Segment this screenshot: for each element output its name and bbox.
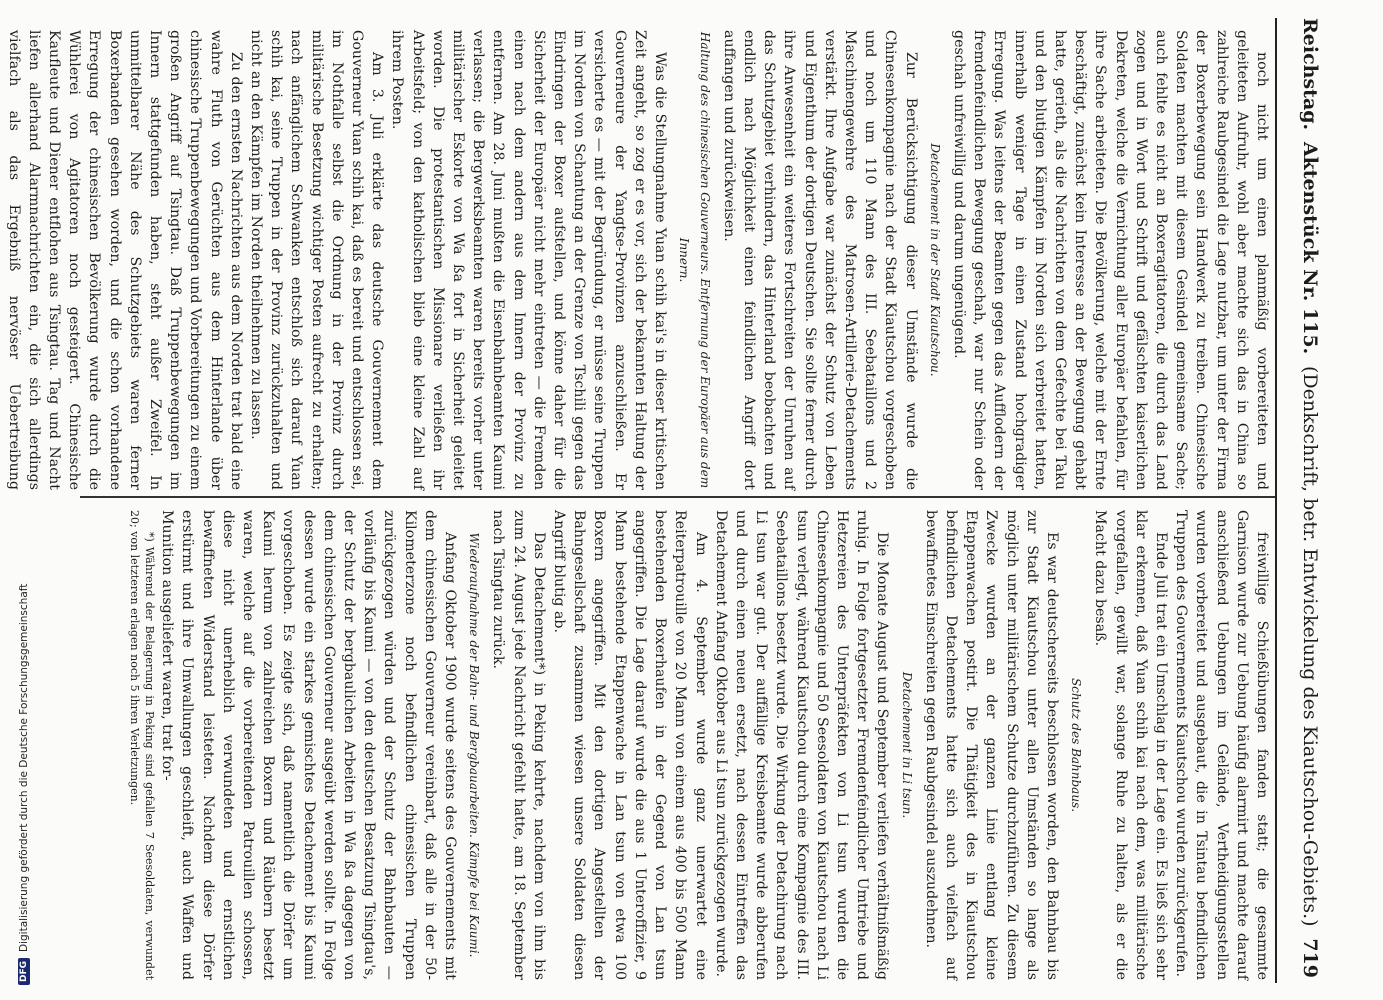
paragraph: Am 4. September wurde ganz unerwartet eine Reiterpatrouille von 20 Mann von einem aus 400 bis 500 Mann bestehenden Boxerhaufen in der Gegend von Lan tsun angegriffen. Die Lage darauf wurde die aus 1 Unteroffizier, 9 Mann bestehende Etappenwache in Lan tsun von etwa 100 Boxern angegriffen. Mit den dortigen Angestellten der Bahngesellschaft zusammen wiesen unsere Soldaten diesen Angriff blutig ab. bbox=[551, 510, 709, 980]
paragraph: Zu den ernsten Nachrichten aus dem Norden trat bald eine wahre Fluth von Gerüchten aus dem Hinterlande über chinesische Truppenbewegungen und Vorbereitungen zu einem großen Angriff auf Tsingtau. Daß Truppenbewegungen im Innern stattgefunden haben, steht außer Zweifel. In unmittelbarer Nähe des Schutzgebiets waren ferner Boxerbanden gesehen worden, und die schon vorhandene Erregung der chinesischen Bevölkerung wurde durch die Wühlerei von Agitatoren noch gesteigert. Chinesische Kaufleute und Diener entflohen aus Tsingtau. Tag und Nacht liefen allerhand Alarmnachrichten ein, die sich allerdings vielfach als das Ergebniß nervöser Uebertreibung bbox=[5, 30, 244, 490]
section-heading: Haltung des chinesischen Gouverneurs. Entfernung der Europäer aus dem Innern. bbox=[677, 31, 712, 489]
dfg-logo: DFG bbox=[18, 958, 30, 985]
text-column-left bbox=[5, 30, 1272, 490]
column-divider bbox=[80, 496, 1275, 498]
footnote: *) Während der Belagerung in Peking sind gefallen 7 Seesoldaten, verwundet 20; von letzteren erlagen noch 5 ihren Verletzungen. bbox=[128, 510, 157, 980]
header-left: Reichstag. bbox=[1299, 18, 1321, 131]
section-heading: Schutz des Bahnbaus. bbox=[1069, 677, 1084, 813]
page-header bbox=[1293, 18, 1327, 978]
paragraph: Es war deutscherseits beschlossen worden, den Bahnbau bis zur Stadt Kiautschou unter allen Umständen so lange als möglich unter militärischem Schutze durchzuführen. Zu diesem Zwecke wurden an der ganzen Linie entlang kleine Etappenwachen postirt. Die Thätigkeit des in Kiautschou befindlichen Detachements hatte sich auch vielfach auf bewaffnetes Einschreiten gegen Raubgesindel auszudehnen. bbox=[922, 510, 1060, 980]
section-heading: Wiederaufnahme der Bahn- und Bergbauarbeiten. Kämpfe bei Kaumi. bbox=[467, 532, 482, 958]
header-center: Aktenstück Nr. 115. bbox=[1299, 141, 1321, 355]
paragraph: Die Monate August und September verliefen verhältnißmäßig ruhig. In Folge fortgesetzter Fremdenfeindlicher Umtriebe und Hetzereien des Unterpräfekten von Li tsun wurden die Chinesenkompagnie und 50 Seesoldaten von Kiautschou nach Li tsun verlegt, während Kiautschou durch eine Kompagnie des III. Seebataillons besetzt wurde. Die Wirkung der Detachirung nach Li tsun war gut. Der auffällige Kreisbeamte wurde abberufen und durch einen neuen ersetzt, nach dessen Eintreffen das Detachement Anfang Oktober aus Li tsun zurückgezogen wurde. bbox=[712, 510, 891, 980]
paragraph: Ende Juli trat ein Umschlag in der Lage ein. Es ließ sich sehr klar erkennen, daß Yuan schih kai nach dem, was militärische vorgefallen, gewillt war, solange Ruhe zu halten, als er die Macht dazu besaß. bbox=[1092, 510, 1169, 980]
paragraph: Am 3. Juli erklärte das deutsche Gouvernement dem Gouverneur Yuan schih kai, daß es bereit und entschlossen sei, im Nothfalle selbst die Ordnung in der Provinz durch militärische Besetzung wichtiger Posten aufrecht zu erhalten; nach anfänglichem Schwanken entschloß sich darauf Yuan schih kai, seine Truppen in der Provinz zurückzuhalten und nicht an den Kämpfen im Norden theilnehmen zu lassen. bbox=[248, 30, 386, 490]
credit-text: Digitalisierung gefördert durch die Deutsche Forschungsgemeinschaft bbox=[18, 583, 30, 952]
section-heading: Detachement in Li tsun. bbox=[899, 671, 914, 819]
paragraph: freiwillige Schießübungen fanden statt; die gesammte Garnison wurde zur Uebung häufig alarmirt und machte darauf anschließend Uebungen im Gelände, Vertheidigungsstellen wurden vorbereitet und ausgebaut, die in Tsintau befindlichen Truppen des Gouvernements Kiautschou wurden zurückgerufen. bbox=[1173, 510, 1270, 980]
paragraph: Anfang Oktober 1900 wurde seitens des Gouvernements mit dem chinesischen Gouverneur vereinbart, daß alle in der 50-Kilometerzone noch befindlichen chinesischen Truppen zurückgezogen würden und der Schutz der Bahnbauten — vorläufig bis Kaumi — von den deutschen Besatzung Tsingtau's, der Schutz der bergbaulichen Arbeiten in Wa ßa dagegen von dem chinesischen Gouverneur ausgeübt werden sollte. In Folge dessen wurde ein starkes gemischtes Detachement bis Kaumi vorgeschoben. Es zeigte sich, daß namentlich die Dörfer um Kaumi herum von zahlreichen Boxern und Räubern besetzt waren, welche auf die vorbereitenden Patrouillen schossen, diese nicht unerheblich verwundeten und ernstlichen bewaffneten Widerstand leisteten. Nachdem diese Dörfer erstürmt und ihre Umwallungen geschleift, auch Waffen und Munition ausgeliefert waren, trat for- bbox=[159, 510, 459, 980]
paragraph: Das Detachement*) in Peking kehrte, nachdem von ihm bis zum 24. August jede Nachricht gefehlt hatte, am 18. September nach Tsingtau zurück. bbox=[490, 510, 547, 980]
digitization-credit bbox=[18, 5, 30, 985]
section-heading: Detachement in der Stadt Kiautschou. bbox=[927, 143, 942, 377]
text-column-right bbox=[87, 510, 1272, 980]
header-title: (Denkschrift, betr. Entwickelung des Kiautschou-Gebiets.) bbox=[1299, 365, 1321, 927]
page-number: 719 bbox=[1299, 938, 1321, 978]
header-rule bbox=[1275, 18, 1277, 983]
paragraph: Was die Stellungnahme Yuan schih kai's in dieser kritischen Zeit angeht, so zog er es vor, sich der bekannten Haltung der Gouverneure der Yangtse-Provinzen anzuschließen. Er versicherte es — mit der Begründung, er müsse seine Truppen im Norden von Schantung an der Grenze von Tschili gegen das Eindringen der Boxer aufstellen, und könne daher für die Sicherheit der Europäer nicht mehr eintreten — die Fremden einen nach dem andern aus dem Innern der Provinz zu entfernen. Am 28. Juni mußten die Eisenbahnbeamten Kaumi verlassen; die Bergwerksbeamten waren bereits vorher unter militärischer Eskorte von Wa ßa fort in Sicherheit geleitet worden. Die protestantischen Missionare verließen ihr Arbeitsfeld; von den katholischen blieb eine kleine Zahl auf ihrem Posten. bbox=[389, 30, 669, 490]
paragraph: noch nicht um einen planmäßig vorbereiteten und geleiteten Aufruhr, wohl aber machte sich das in China so zahlreiche Raubgesindel die Lage nutzbar, um unter der Firma der Boxerbewegung sein Handwerk zu treiben. Chinesische Soldaten machten mit diesem Gesindel gemeinsame Sache; auch fehlte es nicht an Boxeragitatoren, die durch das Land zogen und in Wort und Schrift und gefälschten kaiserlichen Dekreten, welche die Vernichtung aller Europäer befahlen, für ihre Sache arbeiteten. Die Bevölkerung, welche mit der Ernte beschäftigt, zunächst kein Interesse an der Bewegung gehabt hatte, gerieth, als die Nachrichten von dem Gefechte bei Taku und den blutigen Kämpfen im Norden sich verbreitet hatten, innerhalb weniger Tage in einen Zustand hochgradiger Erregung. Was leitens der Beamten gegen das Aufflodern der fremdenfeindlichen Bewegung geschah, war nur Schein oder geschah unfreiwillig und darum ungenügend. bbox=[950, 30, 1270, 490]
paragraph: Zur Berücksichtigung dieser Umstände wurde die Chinesenkompagnie nach der Stadt Kiautschou vorgeschoben und noch um 110 Mann des III. Seebataillons und 2 Maschinengewehre des Matrosen-Artillerie-Detachements verstärkt. Ihre Aufgabe war zunächst der Schutz von Leben und Eigenthum der dortigen Deutschen. Sie sollte ferner durch ihre Anwesenheit ein weiteres Fortschreiten der Unruhen auf das Schutzgebiet verhindern, das Hinterland beobachten und endlich nach Möglichkeit einen feindlichen Angriff dort auffangen und zurückweisen. bbox=[720, 30, 919, 490]
